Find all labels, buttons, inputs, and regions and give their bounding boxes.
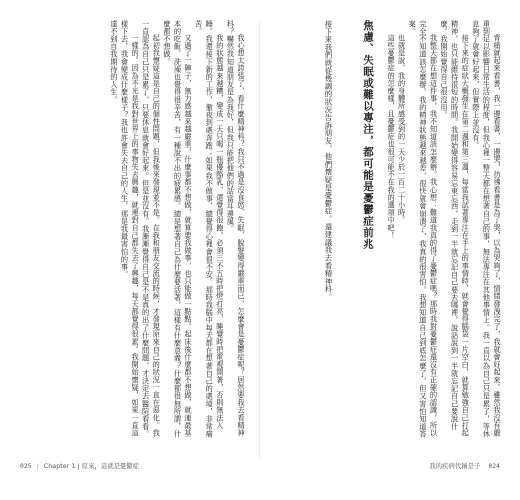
body-paragraph: 一樣的。因為不光是我對世界上的事物失去興趣，就連對自己都失去了興趣，每天都覺得很累。我開始懷疑，如果一直這樣下去，我會變成什麼樣子？我也許會失去自己的人生，那是我最害怕的事。 <box>120 20 141 438</box>
left-page <box>0 0 258 500</box>
body-paragraph: 接下來的症狀大概發生在第二週和第三週，每當我試著專注在手上的事情時，就會覺得腦袋一片空白，就算勉強自己打起精神，也只能維持很短的時間。我開始變得容易忘東忘西，走到一半就忘記自己要去哪裡，說話說到一半就忘記自己要說什麼。我開始覺得自己很沒用。 <box>440 20 471 438</box>
right-running-head: 我的疾病代稱是子 <box>429 462 481 470</box>
body-paragraph: 也就是說，我的身體所感受到的一天少於一百二十小時。 <box>397 34 407 225</box>
left-body-text <box>20 20 246 438</box>
section-heading: 焦慮、失眠或難以專注，都可能是憂鬱症前兆 <box>362 20 374 250</box>
body-paragraph: 我心想太誇張了，看什麼精神科？我只不過是沒食慾、失眠、脫髮變得嚴重而已，怎麼會是憂鬱症呢？居然要我去看精神科？嚇然我知道朋友是為我好，但我只能把他們的話當耳邊風。 <box>226 20 246 438</box>
right-page <box>262 0 520 500</box>
gutter <box>259 20 260 460</box>
right-body-text <box>380 20 502 438</box>
body-paragraph: 我整天都在想這件事，我不知道該怎麼辦。我心想：難道我真的得了憂鬱症嗎？那時我對憂鬱症還沒有正確的認識，所以完全不知道該怎麼辦。我的精神狀態越來越差，很快就會崩潰了，我真的很害怕。我想知道自己到底怎麼了，但又害怕知道答案。 <box>408 20 439 438</box>
body-paragraph: 起初我懷疑這是自己的個性問題，但我後來發現並不是。在我和朋友交流的時候，才發現原來自己的狀況一直在惡化。我一直認為自己只是累了，只要休息就會好起來。但是並沒有。我漸漸覺得自己是不是真的出了什麼問題，才決定去醫院看看。 <box>141 20 162 438</box>
body-paragraph: 這些憂鬱症的怎麼樣，且憂鬱症也很可能不在我的選項中吧！ <box>387 34 397 240</box>
left-footer <box>20 461 139 470</box>
footer-separator: | <box>36 462 39 470</box>
body-paragraph: 背痛就起來看書，我一邊看書，一邊哭，彷彿看書是為了哭，以為哭夠了，情緒發洩完了，我就會好起來。雖然我沒有嚴重到足以影響日常生活的程度，但我心裡一整天都在想著自己的事，無法專注在其他事情上。我一直以為自己只是累了，等休息夠了就會好起來，但實際上並沒有。 <box>471 20 502 438</box>
left-page-number: 025 <box>20 462 32 470</box>
left-running-head: Chapter 1 | 原來，這就是憂鬱症 <box>43 462 140 470</box>
body-paragraph: 達不到自我期待的人生。 <box>109 20 119 104</box>
right-footer <box>429 461 500 470</box>
right-page-number: 024 <box>488 462 500 470</box>
body-paragraph: 又過了一陣子，無力感越來越嚴重，什麼事都不想做，就算要我做事，也只能做一點點。起床後什麼都不想做，就連最基本的吃飯、洗澡也覺得很辛苦，有一種說不出的疲累感。總是想著自己為什麼要活著，這樣有什麼意義？什麼都很無所謂，什麼都不想做。 <box>162 20 194 438</box>
section-intro: 接下來我們就從幾調的狀況告訴朋友，他們懷疑是憂鬱症，還建議我去看精神科。 <box>324 20 333 301</box>
body-paragraph: 我的狀態越來越糟，變成一天只喝一瓶優酪乳，還覺得很飽。必須三不五時把燈打亮，睡覺時把電視開著，否則無法入睡。我還接下新的工作，徹夜到處奔跑；如果我不做事，總覺得心裡會很不安。那時我腦中每天都在想著自己的處境，非常痛苦。 <box>194 20 225 438</box>
